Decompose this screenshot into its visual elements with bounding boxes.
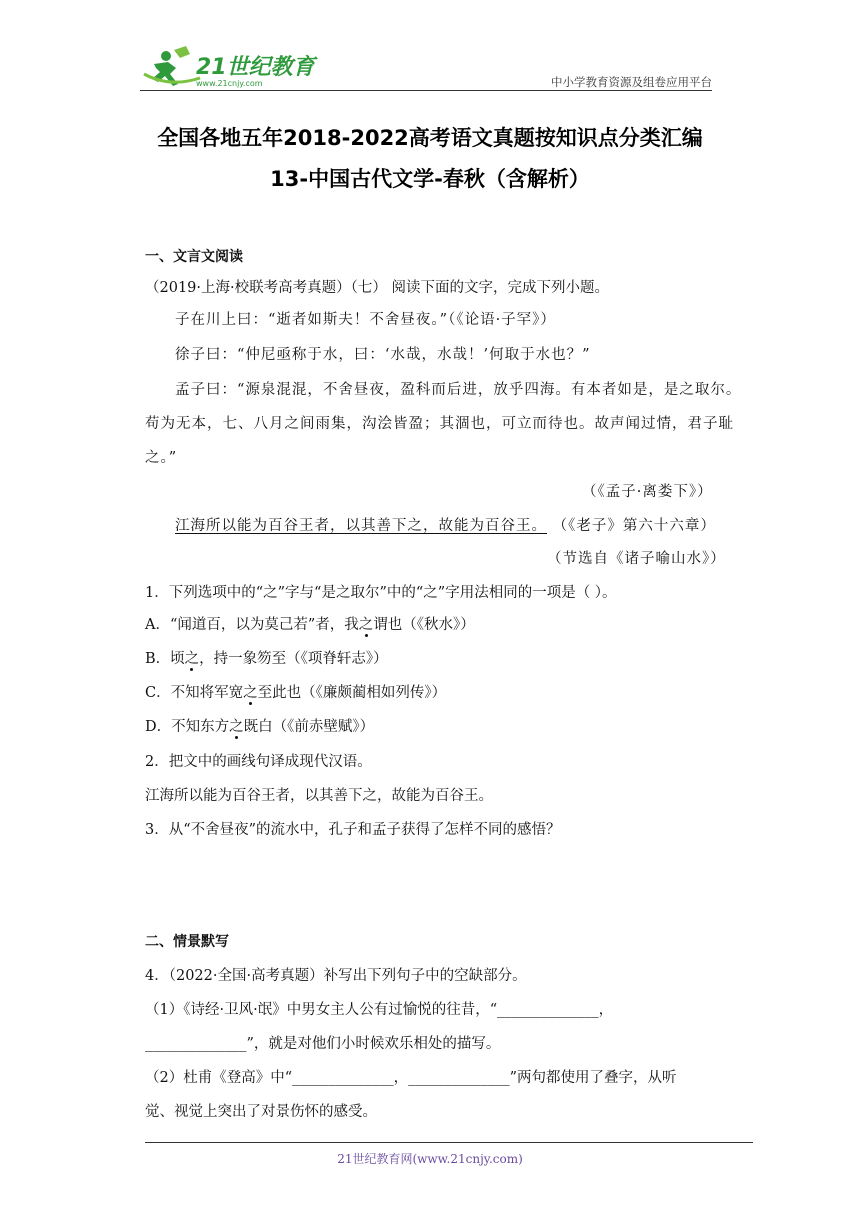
question-4-part-1-cont: ______________”，就是对他们小时候欢乐相处的描写。 bbox=[145, 1036, 501, 1052]
passage-line: 孟子曰：“源泉混混，不舍昼夜，盈科而后进，放乎四海。有本者如是，是之取尔。 bbox=[175, 382, 742, 398]
runner-logo-icon bbox=[140, 44, 320, 90]
option-b-text: B．顷 bbox=[145, 651, 185, 667]
section-heading-dictation: 二、情景默写 bbox=[145, 934, 229, 950]
question-4-part-2: （2）杜甫《登高》中“______________，______________”两句都使用了叠字，从听 bbox=[145, 1070, 677, 1086]
option-d-text-post: 既白（《前赤壁赋》） bbox=[243, 719, 375, 735]
emphasis-dot-char: 之 bbox=[358, 617, 374, 633]
passage-line: 苟为无本，七、八月之间雨集，沟浍皆盈；其涸也，可立而待也。故声闻过情，君子耻 bbox=[145, 416, 734, 432]
option-d-text: D．不知东方 bbox=[145, 719, 230, 735]
section-heading-reading: 一、文言文阅读 bbox=[145, 249, 243, 265]
footer-link[interactable]: 21世纪教育网(www.21cnjy.com) bbox=[337, 1152, 523, 1166]
option-c[interactable] bbox=[145, 681, 446, 702]
passage-line: 徐子曰：“仲尼亟称于水，曰：‘水哉，水哉！’何取于水也？” bbox=[175, 347, 591, 363]
question-2-sentence: 江海所以能为百谷王者，以其善下之，故能为百谷王。 bbox=[145, 788, 493, 804]
question-2: 2．把文中的画线句译成现代汉语。 bbox=[145, 754, 372, 770]
option-a-text-post: 谓也（《秋水》） bbox=[373, 617, 475, 633]
option-c-text: C．不知将军宽 bbox=[145, 685, 244, 701]
option-d[interactable] bbox=[145, 715, 374, 736]
page-header bbox=[140, 44, 712, 92]
page-title-line2: 13-中国古代文学-春秋（含解析） bbox=[270, 167, 590, 191]
emphasis-dot-char: 之 bbox=[229, 719, 244, 735]
page-title-line1: 全国各地五年2018-2022高考语文真题按知识点分类汇编 bbox=[157, 126, 703, 150]
option-c-text-post: 至此也（《廉颇蔺相如列传》） bbox=[257, 685, 447, 701]
question-4-part-1: （1）《诗经·卫风·氓》中男女主人公有过愉悦的往昔，“______________， bbox=[145, 1002, 614, 1018]
question-intro: （2019·上海·校联考高考真题）（七） 阅读下面的文字，完成下列小题。 bbox=[145, 280, 609, 296]
option-a[interactable] bbox=[145, 613, 475, 634]
question-4-part-2-cont: 觉、视觉上突出了对景伤怀的感受。 bbox=[145, 1104, 377, 1120]
option-b[interactable] bbox=[145, 647, 388, 668]
header-platform-text: 中小学教育资源及组卷应用平台 bbox=[551, 75, 712, 89]
question-3: 3．从“不舍昼夜”的流水中，孔子和孟子获得了怎样不同的感悟？ bbox=[145, 822, 561, 838]
emphasis-dot-char: 之 bbox=[184, 651, 200, 667]
laozi-quote bbox=[175, 514, 716, 535]
logo bbox=[140, 44, 320, 90]
option-b-text-post: ，持一象笏至（《项脊轩志》） bbox=[199, 651, 388, 667]
question-1: 1．下列选项中的“之”字与“是之取尔”中的“之”字用法相同的一项是（ ）。 bbox=[145, 585, 617, 601]
header-divider bbox=[140, 90, 712, 91]
passage-line: 之。” bbox=[145, 450, 178, 466]
emphasis-dot-char: 之 bbox=[243, 685, 258, 701]
question-4: 4．（2022·全国·高考真题）补写出下列句子中的空缺部分。 bbox=[145, 968, 527, 984]
logo-text: 21世纪教育 bbox=[196, 55, 315, 80]
underlined-sentence: 江海所以能为百谷王者，以其善下之，故能为百谷王。 bbox=[175, 518, 547, 534]
excerpt-source: （节选自《诸子喻山水》） bbox=[547, 551, 726, 567]
footer-divider bbox=[145, 1142, 753, 1143]
laozi-source: （《老子》第六十六章） bbox=[552, 518, 716, 534]
passage-line: 子在川上曰：“逝者如斯夫！不舍昼夜。”（《论语·子罕》） bbox=[175, 312, 556, 328]
option-a-text: A．“闻道百，以为莫己若”者，我 bbox=[145, 617, 359, 633]
passage-source: （《孟子·离娄下》） bbox=[582, 484, 713, 500]
logo-url-text: www.21cnjy.com bbox=[196, 79, 263, 88]
